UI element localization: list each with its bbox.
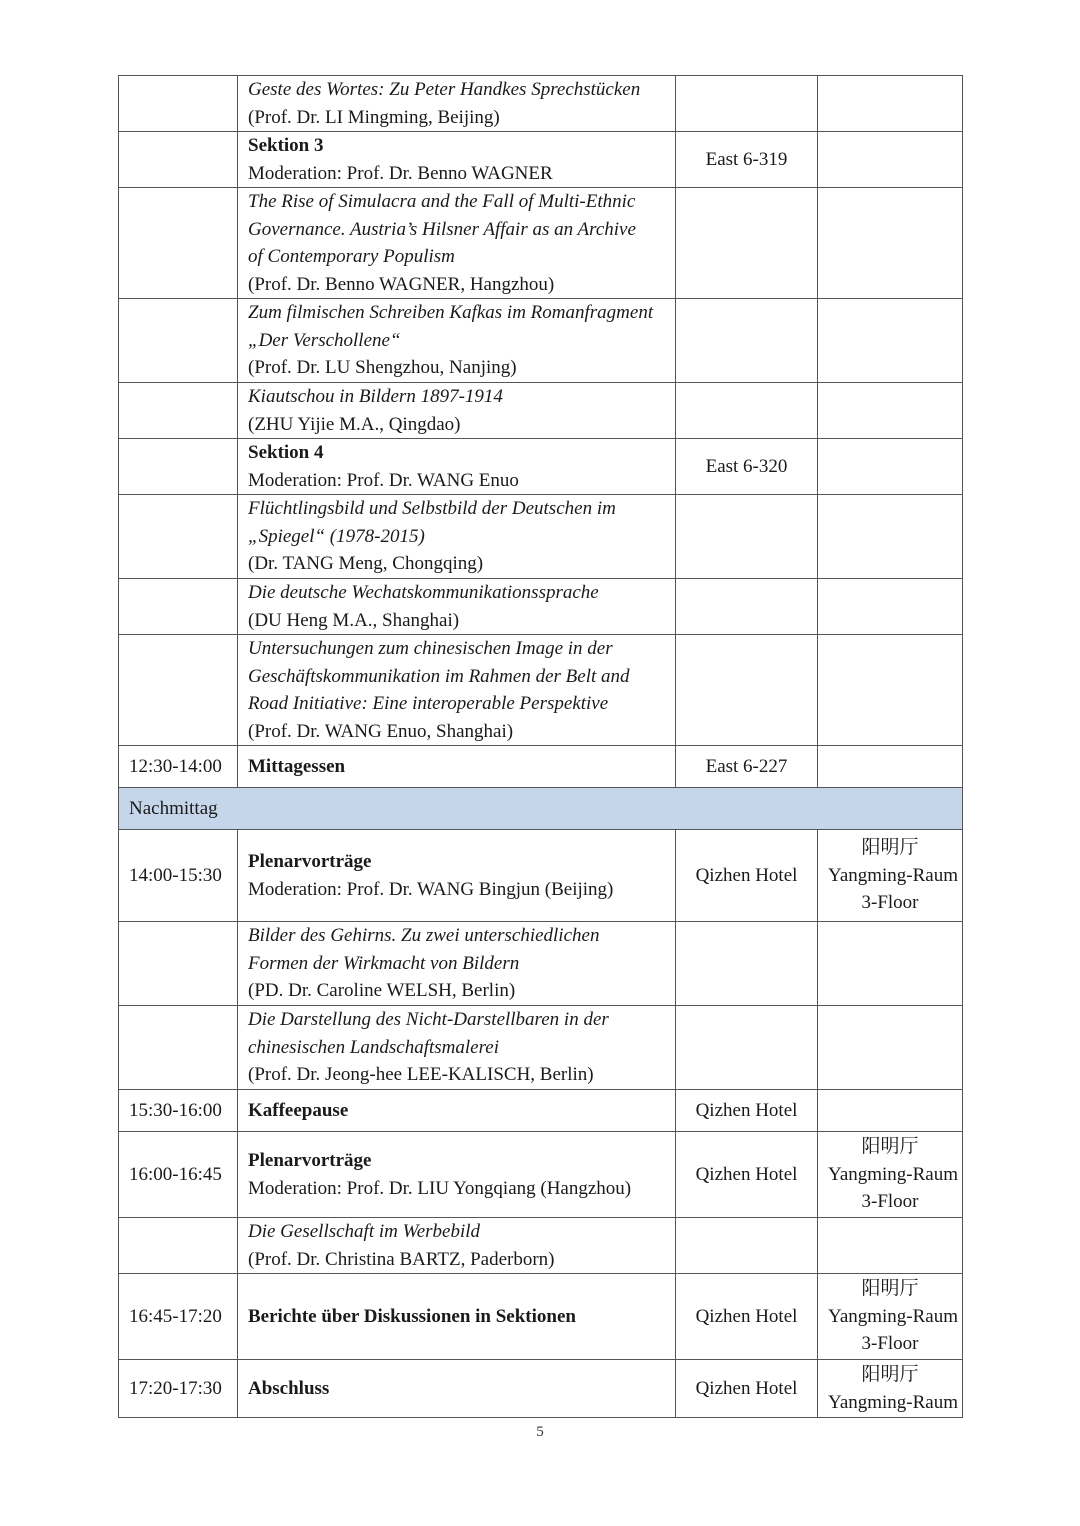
schedule-row — [119, 1006, 963, 1090]
room-cell — [818, 76, 963, 132]
talk-speaker: (Prof. Dr. WANG Enuo, Shanghai) — [248, 720, 514, 742]
schedule-row — [119, 495, 963, 579]
room-cell — [818, 188, 963, 299]
time-cell — [119, 76, 238, 132]
section-title: Sektion 4 — [248, 442, 324, 463]
time-cell — [119, 188, 238, 299]
moderation: Moderation: Prof. Dr. LIU Yongqiang (Hangzhou) — [248, 1177, 632, 1199]
talk-title: chinesischen Landschaftsmalerei — [248, 1036, 500, 1058]
content-cell — [238, 1360, 676, 1418]
talk-speaker: (Prof. Dr. Christina BARTZ, Paderborn) — [248, 1248, 555, 1270]
content-cell — [238, 1132, 676, 1218]
talk-title: Flüchtlingsbild und Selbstbild der Deutschen im — [248, 498, 616, 520]
room-cell — [818, 439, 963, 495]
room-cell — [818, 1274, 963, 1360]
content-cell — [238, 76, 676, 132]
time-cell — [119, 1218, 238, 1274]
schedule-row — [119, 579, 963, 635]
content-cell — [238, 746, 676, 788]
location-cell — [676, 299, 818, 383]
room-cell — [818, 635, 963, 746]
room-cell — [818, 132, 963, 188]
content-cell — [238, 1274, 676, 1360]
room-line: 3-Floor — [861, 1191, 919, 1213]
location-cell: East 6-320 — [676, 439, 818, 495]
time-cell: 14:00-15:30 — [119, 830, 238, 922]
talk-speaker: (PD. Dr. Caroline WELSH, Berlin) — [248, 980, 516, 1002]
room-line: 阳明厅 — [861, 1136, 919, 1158]
room-cell — [818, 922, 963, 1006]
content-cell — [238, 579, 676, 635]
event-title: Berichte über Diskussionen in Sektionen — [248, 1305, 576, 1327]
section-title: Plenarvorträge — [248, 1150, 372, 1171]
content-cell — [238, 188, 676, 299]
section-title: Sektion 3 — [248, 135, 324, 156]
location-cell — [676, 579, 818, 635]
moderation: Moderation: Prof. Dr. WANG Enuo — [248, 469, 519, 491]
room-cell — [818, 746, 963, 788]
time-cell — [119, 495, 238, 579]
schedule-row — [119, 1274, 963, 1360]
schedule-row — [119, 188, 963, 299]
time-cell: 12:30-14:00 — [119, 746, 238, 788]
location-cell — [676, 495, 818, 579]
time-cell: 15:30-16:00 — [119, 1090, 238, 1132]
talk-speaker: (ZHU Yijie M.A., Qingdao) — [248, 413, 461, 435]
schedule-row — [119, 383, 963, 439]
schedule-row — [119, 788, 963, 830]
content-cell — [238, 1006, 676, 1090]
talk-title: Die deutsche Wechatskommunikationssprache — [248, 582, 599, 603]
time-cell — [119, 299, 238, 383]
room-cell — [818, 1090, 963, 1132]
event-title: Kaffeepause — [248, 1099, 349, 1121]
talk-speaker: (Prof. Dr. Jeong-hee LEE-KALISCH, Berlin) — [248, 1064, 594, 1086]
time-cell — [119, 1006, 238, 1090]
location-cell: Qizhen Hotel — [676, 1132, 818, 1218]
location-cell — [676, 188, 818, 299]
schedule-row — [119, 922, 963, 1006]
content-cell — [238, 1218, 676, 1274]
room-cell — [818, 579, 963, 635]
schedule-row — [119, 299, 963, 383]
talk-title: „Der Verschollene“ — [248, 329, 401, 351]
room-line: Yangming-Raum — [828, 1163, 959, 1185]
schedule-row — [119, 132, 963, 188]
room-cell — [818, 1132, 963, 1218]
room-line: Yangming-Raum — [828, 1305, 959, 1327]
location-cell: Qizhen Hotel — [676, 830, 818, 922]
section-banner: Nachmittag — [119, 788, 963, 830]
talk-title: Untersuchungen zum chinesischen Image in der — [248, 638, 613, 659]
content-cell — [238, 132, 676, 188]
talk-title: Die Darstellung des Nicht-Darstellbaren in der — [248, 1009, 609, 1031]
schedule-row — [119, 76, 963, 132]
schedule-row — [119, 439, 963, 495]
room-cell — [818, 383, 963, 439]
time-cell — [119, 635, 238, 746]
location-cell — [676, 383, 818, 439]
moderation: Moderation: Prof. Dr. Benno WAGNER — [248, 162, 553, 184]
room-line: 阳明厅 — [861, 1278, 919, 1300]
room-line: Yangming-Raum — [828, 864, 959, 886]
location-cell — [676, 922, 818, 1006]
content-cell — [238, 1090, 676, 1132]
room-cell — [818, 1360, 963, 1418]
schedule-row — [119, 746, 963, 788]
room-line: 阳明厅 — [861, 837, 919, 859]
time-cell — [119, 439, 238, 495]
talk-title: Geste des Wortes: Zu Peter Handkes Sprechstücken — [248, 79, 641, 100]
talk-speaker: (Prof. Dr. LU Shengzhou, Nanjing) — [248, 357, 517, 379]
schedule-row — [119, 830, 963, 922]
talk-title: Kiautschou in Bildern 1897-1914 — [248, 386, 503, 407]
talk-title: Die Gesellschaft im Werbebild — [248, 1221, 481, 1242]
talk-title: Governance. Austria’s Hilsner Affair as an Archive — [248, 218, 636, 240]
room-cell — [818, 1006, 963, 1090]
schedule-table — [118, 75, 963, 1418]
talk-speaker: (DU Heng M.A., Shanghai) — [248, 609, 460, 631]
schedule-row — [119, 1218, 963, 1274]
time-cell — [119, 383, 238, 439]
event-title: Abschluss — [248, 1377, 330, 1399]
section-title: Plenarvorträge — [248, 851, 372, 872]
location-cell: East 6-227 — [676, 746, 818, 788]
time-cell: 17:20-17:30 — [119, 1360, 238, 1418]
schedule-row — [119, 1090, 963, 1132]
room-line: 阳明厅 — [861, 1364, 919, 1385]
content-cell — [238, 383, 676, 439]
schedule-row — [119, 635, 963, 746]
room-cell — [818, 299, 963, 383]
content-cell — [238, 922, 676, 1006]
talk-title: Bilder des Gehirns. Zu zwei unterschiedlichen — [248, 925, 600, 947]
talk-title: of Contemporary Populism — [248, 246, 455, 267]
content-cell — [238, 495, 676, 579]
time-cell — [119, 579, 238, 635]
talk-title: Zum filmischen Schreiben Kafkas im Romanfragment — [248, 302, 654, 324]
talk-speaker: (Prof. Dr. LI Mingming, Beijing) — [248, 106, 500, 128]
location-cell — [676, 76, 818, 132]
talk-title: „Spiegel“ (1978-2015) — [248, 525, 425, 547]
location-cell: Qizhen Hotel — [676, 1090, 818, 1132]
content-cell — [238, 299, 676, 383]
talk-speaker: (Prof. Dr. Benno WAGNER, Hangzhou) — [248, 273, 555, 295]
talk-title: Road Initiative: Eine interoperable Perspektive — [248, 693, 609, 714]
schedule-row — [119, 1132, 963, 1218]
content-cell — [238, 830, 676, 922]
talk-title: The Rise of Simulacra and the Fall of Multi-Ethnic — [248, 191, 636, 212]
schedule-row — [119, 1360, 963, 1418]
time-cell — [119, 922, 238, 1006]
time-cell — [119, 132, 238, 188]
room-line: Yangming-Raum — [828, 1391, 959, 1413]
location-cell: Qizhen Hotel — [676, 1274, 818, 1360]
room-line: 3-Floor — [861, 892, 919, 914]
location-cell: Qizhen Hotel — [676, 1360, 818, 1418]
moderation: Moderation: Prof. Dr. WANG Bingjun (Beijing) — [248, 878, 614, 900]
location-cell — [676, 1218, 818, 1274]
location-cell: East 6-319 — [676, 132, 818, 188]
room-line: 3-Floor — [861, 1333, 919, 1355]
talk-title: Formen der Wirkmacht von Bildern — [248, 952, 520, 974]
time-cell: 16:45-17:20 — [119, 1274, 238, 1360]
room-cell — [818, 830, 963, 922]
talk-speaker: (Dr. TANG Meng, Chongqing) — [248, 553, 484, 575]
room-cell — [818, 1218, 963, 1274]
talk-title: Geschäftskommunikation im Rahmen der Belt and — [248, 665, 630, 687]
room-cell — [818, 495, 963, 579]
time-cell: 16:00-16:45 — [119, 1132, 238, 1218]
content-cell — [238, 635, 676, 746]
content-cell — [238, 439, 676, 495]
location-cell — [676, 1006, 818, 1090]
event-title: Mittagessen — [248, 755, 346, 777]
page-number: 5 — [536, 1424, 544, 1440]
location-cell — [676, 635, 818, 746]
